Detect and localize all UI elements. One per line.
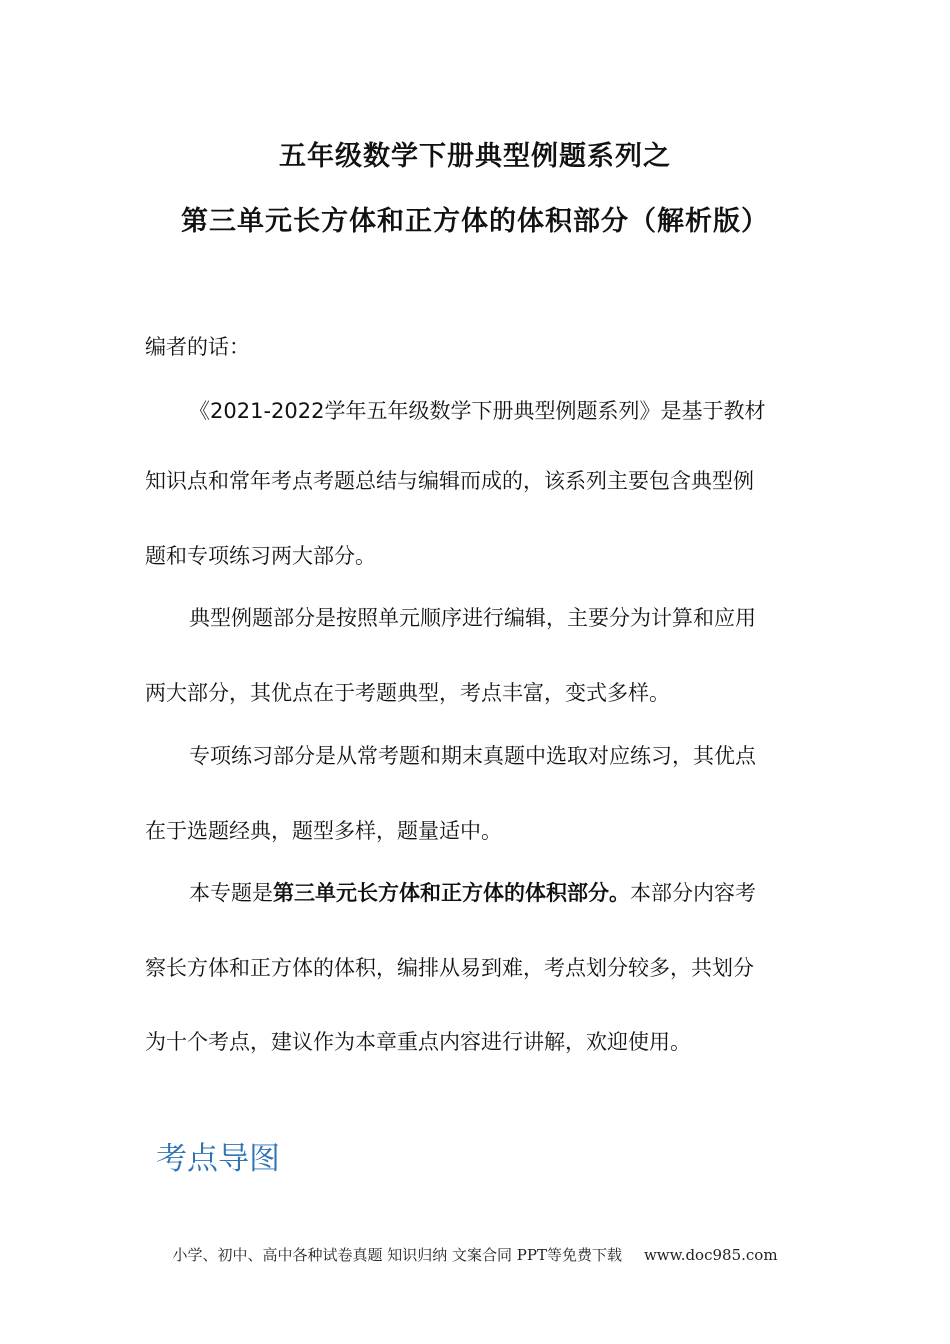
- document-title-line-1: 五年级数学下册典型例题系列之: [279, 141, 671, 172]
- paragraph-2-line-1: 典型例题部分是按照单元顺序进行编辑，主要分为计算和应用: [189, 606, 756, 630]
- paragraph-4-bold-topic: 第三单元长方体和正方体的体积部分。: [273, 881, 630, 905]
- section-heading-knowledge-map: 考点导图: [156, 1141, 280, 1177]
- paragraph-3-line-1: 专项练习部分是从常考题和期末真题中选取对应练习，其优点: [189, 744, 756, 768]
- page-footer: [0, 1244, 950, 1265]
- paragraph-1-line-1: 《2021-2022学年五年级数学下册典型例题系列》是基于教材: [189, 399, 766, 423]
- paragraph-4-line-1: [189, 878, 756, 908]
- paragraph-4-line-2: 察长方体和正方体的体积，编排从易到难，考点划分较多，共划分: [145, 956, 754, 980]
- document-title-line-2: 第三单元长方体和正方体的体积部分（解析版）: [181, 206, 769, 237]
- editor-note-label: 编者的话：: [145, 335, 250, 359]
- footer-url[interactable]: www.doc985.com: [643, 1246, 778, 1264]
- paragraph-1-line-2: 知识点和常年考点考题总结与编辑而成的，该系列主要包含典型例: [145, 469, 754, 493]
- footer-text: 小学、初中、高中各种试卷真题 知识归纳 文案合同 PPT等免费下载: [172, 1246, 622, 1264]
- paragraph-2-line-2: 两大部分，其优点在于考题典型，考点丰富，变式多样。: [145, 681, 670, 705]
- paragraph-4-line-3: 为十个考点，建议作为本章重点内容进行讲解，欢迎使用。: [145, 1030, 691, 1054]
- paragraph-3-line-2: 在于选题经典，题型多样，题量适中。: [145, 819, 502, 843]
- paragraph-4-prefix: 本专题是: [189, 881, 273, 905]
- paragraph-4-suffix: 本部分内容考: [630, 881, 756, 905]
- paragraph-1-line-3: 题和专项练习两大部分。: [145, 544, 376, 568]
